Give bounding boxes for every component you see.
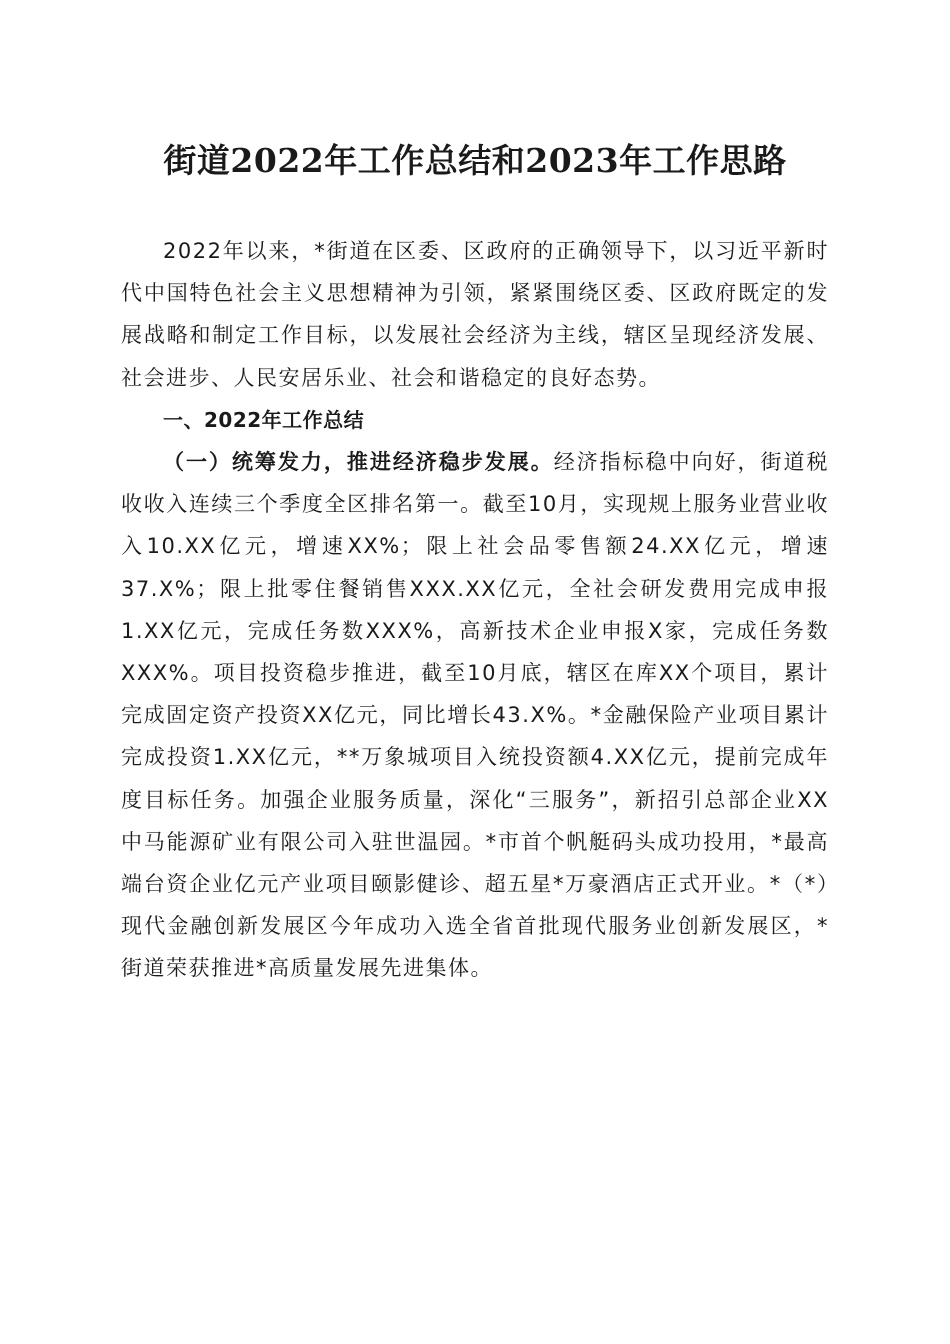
intro-paragraph: 2022年以来，*街道在区委、区政府的正确领导下，以习近平新时代中国特色社会主义思想精神为引领，紧紧围绕区委、区政府既定的发展战略和制定工作目标，以发展社会经济为主线，辖区呈现经济发展、社会进步、人民安居乐业、社会和谐稳定的良好态势。 [121,239,829,390]
subsection-body: 经济指标稳中向好，街道税收收入连续三个季度全区排名第一。截至10月，实现规上服务业营业收入10.XX亿元，增速XX%；限上社会品零售额24.XX亿元，增速37.X%；限上批零住餐销售XXX.XX亿元，全社会研发费用完成申报1.XX亿元，完成任务数XXX%，高新技术企业申报X家，完成任务数XXX%。项目投资稳步推进，截至10月底，辖区在库XX个项目，累计完成固定资产投资XX亿元，同比增长43.X%。*金融保险产业项目累计完成投资1.XX亿元，**万象城项目入统投资额4.XX亿元，提前完成年度目标任务。加强企业服务质量，深化“三服务”，新招引总部企业XX中马能源矿业有限公司入驻世温园。*市首个帆艇码头成功投用，*最高端台资企业亿元产业项目颐影健诊、超五星*万豪酒店正式开业。*（*）现代金融创新发展区今年成功入选全省首批现代服务业创新发展区，*街道荣获推进*高质量发展先进集体。 [121,450,830,981]
document-body [121,230,829,990]
subsection-lead: （一）统筹发力，推进经济稳步发展。 [163,450,554,475]
subsection-paragraph [121,441,829,990]
document-title: 街道2022年工作总结和2023年工作思路 [163,141,787,180]
section-heading: 一、2022年工作总结 [163,407,365,432]
